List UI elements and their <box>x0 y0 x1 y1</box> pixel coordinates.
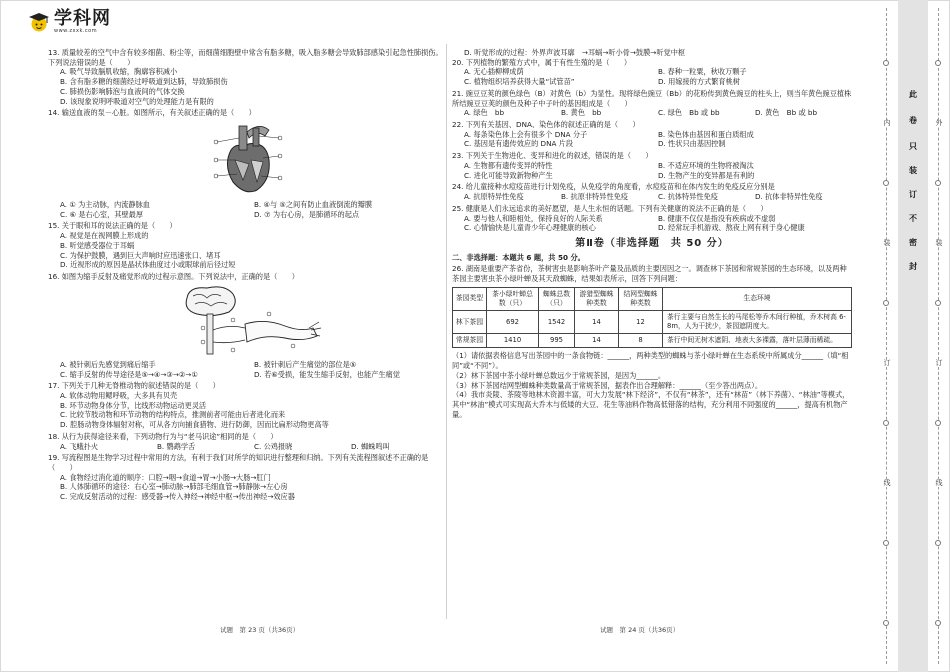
binding-char: 外 <box>935 119 943 127</box>
option-b: B. 听觉感受器位于耳蜗 <box>60 240 135 250</box>
section-title: 第Ⅱ卷（非选择题 共 50 分） <box>575 237 729 249</box>
table-cell: 995 <box>539 334 575 348</box>
question-title: 24. 给儿童接种水痘疫苗进行计划免疫，从免疫学的角度看，水痘疫苗和在体内发生的免疫反应分别是 <box>452 182 775 192</box>
binding-char: 装 <box>935 239 943 247</box>
option-b: B. 染色体由基因和蛋白质组成 <box>658 129 754 139</box>
option-c: C. 完成反射活动的过程：感受器→传入神经→神经中枢→传出神经→效应器 <box>60 492 295 502</box>
option-b: B. 不适应环境的生物将被淘汰 <box>658 160 754 170</box>
option-a: A. 要与他人和睦相处，保持良好的人际关系 <box>464 213 603 223</box>
question-title: 19. 写流程图是生物学习过程中常用的方法，有利于我们对所学的知识进行整理和归纳。下列有关流程图叙述不正确的是（ ） <box>48 453 429 472</box>
binding-char: 装 <box>883 239 891 247</box>
seal-char: 不 <box>909 214 917 223</box>
option-c: C. 肺损伤影响肺泡与血液间的气体交换 <box>60 86 185 96</box>
option-a: A. 绿色 bb <box>464 108 505 118</box>
outer-binding-line <box>938 8 939 664</box>
question-22 <box>452 120 852 149</box>
option-row <box>452 108 852 118</box>
option-a: A. 视觉是在视网膜上形成的 <box>60 231 149 241</box>
question-26-part-2: （2）林下茶园中茶小绿叶蝉总数远少于常规茶园，是因为______。 <box>452 370 666 380</box>
option-d: D. 用嫁接的方式繁育桃树 <box>658 77 740 87</box>
option-c: C. 心情愉快是儿童青少年心理健康的核心 <box>464 223 596 233</box>
table-cell: 常规茶园 <box>453 334 487 348</box>
option-d: D. 蜘蛛鸣叫 <box>351 441 390 451</box>
table-cell: 茶行中间无树木遮阴、地表大多裸露，落叶层薄而稀疏。 <box>663 334 852 348</box>
binding-strip <box>872 0 950 672</box>
option-b: B. 健康不仅仅是指没有疾病或不虚弱 <box>658 213 776 223</box>
seal-char: 卷 <box>909 116 917 125</box>
option-a: A. ① 为主动脉，内流静脉血 <box>60 200 150 210</box>
option-a: A. 每条染色体上会有很多个 DNA 分子 <box>464 129 588 139</box>
option-d: D. 生物产生的变异都是有利的 <box>658 170 755 180</box>
table-header: 生态环境 <box>663 287 852 310</box>
binding-hole <box>935 620 941 626</box>
graduation-cap-icon <box>28 11 50 33</box>
option-b: B. 含有脂多糖的细菌经过呼吸道到达肺，导致肺损伤 <box>60 77 228 87</box>
question-26-part-1: （1）请依据表格信息写出茶园中的一条食物链：______，两种类型的蜘蛛与茶小绿叶蝉在生态系统中所属成分______（填“相同”或“不同”）。 <box>452 351 849 371</box>
option-d: D. 听觉形成的过程：外界声波耳廓 →耳蜗→听小骨→鼓膜→听觉中枢 <box>464 48 686 57</box>
option-c: C. 比较节肢动物和环节动物的结构特点，推测前者可能由后者进化而来 <box>60 410 286 420</box>
seal-char: 装 <box>909 166 917 175</box>
option-b: B. ④与 ⑤之间有防止血液倒流的瓣膜 <box>254 200 373 210</box>
option-d: D. 黄色 Bb 或 bb <box>755 108 818 118</box>
binding-hole <box>883 620 889 626</box>
question-14 <box>48 108 448 219</box>
option-b: B. 被针刺后产生痛觉的部位是⑤ <box>254 359 357 369</box>
option-b: B. 鹦鹉学舌 <box>157 441 196 451</box>
binding-hole <box>883 300 889 306</box>
option-d: D. 若⑥受损，能发生缩手反射，也能产生痛觉 <box>254 369 400 379</box>
option-d: D. ⑦ 为右心房，是肺循环的起点 <box>254 209 360 219</box>
seal-char: 封 <box>909 262 917 271</box>
logo <box>28 6 111 38</box>
option-b: B. 春种一粒粟，秋收万颗子 <box>658 67 747 77</box>
option-row <box>48 442 448 452</box>
option-row <box>48 360 448 370</box>
option-a: A. 吸气导致膈肌收缩，胸廓容积减小 <box>60 67 178 77</box>
table-cell: 12 <box>619 310 663 333</box>
question-26-part-3: （3）林下茶园结网型蜘蛛种类数量高于常规茶园，据表作出合理解释：______（至少答出两点）。 <box>452 380 763 390</box>
option-d: D. 经常玩手机游戏、熬夜上网有利于身心健康 <box>658 223 805 233</box>
binding-hole <box>935 180 941 186</box>
table-row <box>453 310 852 333</box>
option-c: C. 抗体特异性免疫 <box>658 192 718 202</box>
option-a: A. 被针刺后先感觉到痛后缩手 <box>60 359 156 369</box>
binding-hole <box>883 60 889 66</box>
table-cell: 林下茶园 <box>453 310 487 333</box>
option-row <box>48 370 448 380</box>
question-21 <box>452 89 852 118</box>
binding-hole <box>883 420 889 426</box>
logo-url: www.zxxk.com <box>54 28 98 34</box>
option-b: B. 黄色 bb <box>561 108 602 118</box>
table-cell: 14 <box>575 334 619 348</box>
table-header: 蜘蛛总数（只） <box>539 287 575 310</box>
binding-char: 订 <box>883 359 891 367</box>
seal-band <box>898 0 928 672</box>
question-title: 18. 从行为获得途径来看，下列动物行为与“老马识途”相同的是（ ） <box>48 431 278 441</box>
table-header: 结网型蜘蛛种类数 <box>619 287 663 310</box>
option-b: B. 环节动物身体分节，比线形动物运动更灵活 <box>60 400 207 410</box>
option-c: C. 缩手反射的传导途径是⑤→④→③→②→① <box>60 369 198 379</box>
question-title: 21. 豌豆豆荚的颜色绿色（B）对黄色（b）为显性。现将绿色豌豆（Bb）的花粉传到黄色豌豆的柱头上，则当年黄色豌豆植株所结豌豆豆荚的颜色及种子中子叶的基因组成是（ ） <box>452 88 852 108</box>
question-title: 13. 质量较差的空气中含有较多细菌、粉尘等，而细菌细胞壁中常含有脂多糖，吸入脂多糖会导致肺部感染引起急性肺损伤。下列说法错误的是（ ） <box>48 48 443 67</box>
option-row <box>452 139 852 149</box>
question-title: 15. 关于眼和耳的说法正确的是（ ） <box>48 221 177 231</box>
heart-diagram <box>213 120 283 198</box>
option-a: A. 食物经过消化道的顺序：口腔→咽→食道→胃→小肠→大肠→肛门 <box>60 472 271 482</box>
table-cell: 692 <box>487 310 539 333</box>
option-row <box>48 200 448 210</box>
page-footer-left: 试题 第 23 页（共36页） <box>220 626 300 634</box>
option-row <box>452 161 852 171</box>
option-d: D. 该现象说明呼吸道对空气的处理能力是有限的 <box>60 96 214 106</box>
option-row <box>452 192 852 202</box>
table-cell: 茶行主要与自然生长的马尾松等乔木间行种植，乔木树高 6-8m，人为干扰少，茶园遮阴度大。 <box>663 310 852 333</box>
table-cell: 1542 <box>539 310 575 333</box>
question-title: 23. 下列关于生物进化、变异和进化的叙述，错误的是（ ） <box>452 151 653 161</box>
tea-garden-table <box>452 287 852 349</box>
question-title: 17. 下列关于几种无脊椎动物的叙述错误的是（ ） <box>48 381 220 391</box>
question-17 <box>48 381 448 430</box>
table-header: 游猎型蜘蛛种类数 <box>575 287 619 310</box>
binding-char: 订 <box>935 359 943 367</box>
option-c: C. 进化可能导致新物种产生 <box>464 170 553 180</box>
table-cell: 14 <box>575 310 619 333</box>
option-a: A. 软体动物用鳃呼吸，大多具有贝壳 <box>60 390 178 400</box>
question-20 <box>452 58 852 87</box>
left-column <box>48 48 448 504</box>
page-footer-right: 试题 第 24 页（共36页） <box>600 626 680 634</box>
option-c: C. 公鸡报晓 <box>254 441 293 451</box>
binding-hole <box>935 300 941 306</box>
inner-binding-line <box>886 8 887 664</box>
question-25 <box>452 204 852 233</box>
option-row <box>452 223 852 233</box>
table-header: 茶园类型 <box>453 287 487 310</box>
section-subheading: 二、非选择题：本题共 6 题，共 50 分。 <box>452 253 585 263</box>
question-15 <box>48 221 448 270</box>
question-13 <box>48 48 448 106</box>
option-c: C. 基因是有遗传效应的 DNA 片段 <box>464 139 574 149</box>
option-a: A. 生物都有遗传变异的特性 <box>464 160 553 170</box>
question-title: 20. 下列植物的繁殖方式中，属于有性生殖的是（ ） <box>452 57 632 67</box>
question-26-part-4: （4）我市炎陵、茶陵等地林木资源丰富，可大力发展“林下经济”，不仅有“林茶”，还有“林苗”（林下养菌）、“林油”等模式，其中“林油”模式可实现高大乔木与低矮的大豆、花生等油料作物高低错落的结构，充分利用不同强度的______，提高有机物产量。 <box>452 390 850 419</box>
question-16 <box>48 272 448 379</box>
option-c: C. 为保护鼓膜，遇到巨大声响时应迅速张口、堵耳 <box>60 250 221 260</box>
option-d: D. 近视形成的原因是晶状体曲度过小或眼球前后径过短 <box>60 260 236 270</box>
option-c: C. 植物组织培养获得大量“试管苗” <box>464 77 575 87</box>
option-c: C. 绿色 Bb 或 bb <box>658 108 720 118</box>
binding-hole <box>883 180 889 186</box>
question-23 <box>452 151 852 180</box>
table-header-row <box>453 287 852 310</box>
option-row <box>452 67 852 77</box>
option-d: D. 抗体非特异性免疫 <box>755 192 823 202</box>
option-d: D. 性状只由基因控制 <box>658 139 726 149</box>
binding-hole <box>883 540 889 546</box>
option-row <box>452 77 852 87</box>
binding-char: 内 <box>883 119 891 127</box>
seal-char: 此 <box>909 90 917 99</box>
option-row <box>452 130 852 140</box>
option-b: B. 人体肺循环的途径：右心室→肺动脉→肺部毛细血管→肺静脉→左心房 <box>60 482 288 492</box>
option-d: D. 腔肠动物身体辐射对称，可从各方向捕食猎物、进行防御，因而比扁形动物更高等 <box>60 420 329 430</box>
seal-char: 只 <box>909 142 917 151</box>
binding-hole <box>935 60 941 66</box>
question-18 <box>48 432 448 451</box>
binding-char: 线 <box>935 479 943 487</box>
reflex-arc-diagram <box>173 284 323 358</box>
question-title: 16. 如图为缩手反射及痛觉形成的过程示意图。下列说法中，正确的是（ ） <box>48 272 299 282</box>
option-a: A. 飞蛾扑火 <box>60 441 99 451</box>
seal-char: 订 <box>909 190 917 199</box>
option-a: A. 抗原特异性免疫 <box>464 192 524 202</box>
binding-hole <box>935 540 941 546</box>
table-header: 茶小绿叶蝉总数（只） <box>487 287 539 310</box>
question-24 <box>452 182 852 201</box>
right-column <box>452 48 852 419</box>
table-cell: 8 <box>619 334 663 348</box>
option-row <box>452 214 852 224</box>
question-title: 14. 输送血液的泵－心脏。如图所示，有关叙述正确的是（ ） <box>48 108 256 118</box>
binding-char: 线 <box>883 479 891 487</box>
binding-hole <box>935 420 941 426</box>
option-row <box>452 171 852 181</box>
seal-char: 密 <box>909 238 917 247</box>
option-c: C. ⑥ 是右心室，其壁最厚 <box>60 209 144 219</box>
question-title: 25. 健康是人们永远追求的美好愿望，是人生永恒的话题。下列有关健康的说法不正确的是（ ） <box>452 203 768 213</box>
logo-title: 学科网 <box>54 8 111 29</box>
option-b: B. 抗原非特异性免疫 <box>561 192 629 202</box>
table-row <box>453 334 852 348</box>
question-19 <box>48 453 448 502</box>
question-26-intro: 26. 湖南是重要产茶省份，茶树害虫是影响茶叶产量及品质的主要因因之一。调查林下茶园和常规茶园的生态环境，以及两种茶园主要害虫茶小绿叶蝉及其天敌蜘蛛，结果如表所示，回答下列问题： <box>452 264 847 283</box>
option-row <box>48 210 448 220</box>
table-cell: 1410 <box>487 334 539 348</box>
option-a: A. 无心插柳柳成荫 <box>464 67 524 77</box>
question-title: 22. 下列有关基因、DNA、染色体的叙述正确的是（ ） <box>452 120 640 130</box>
